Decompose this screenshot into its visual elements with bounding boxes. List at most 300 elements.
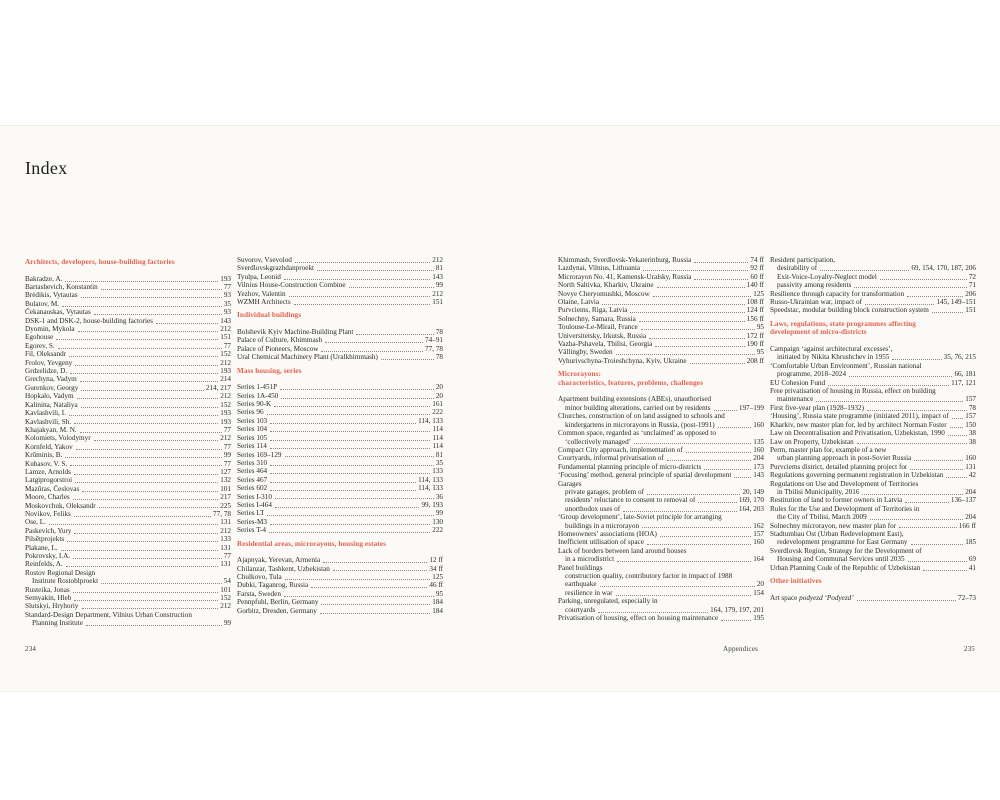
- index-entry: [770, 446, 976, 454]
- leader-dots: [275, 497, 434, 499]
- leader-dots: [311, 586, 427, 588]
- entry-page-number: 206: [965, 289, 976, 298]
- index-entry: [237, 383, 443, 391]
- entry-page-number: 20: [756, 580, 764, 589]
- index-entry: [25, 359, 231, 367]
- leader-dots: [905, 501, 949, 503]
- entry-text: residents’ reluctance to consent to removal of: [565, 496, 696, 505]
- leader-dots: [686, 451, 751, 453]
- entry-text: Series T-4: [237, 526, 266, 535]
- entry-text: earthquake: [565, 580, 597, 589]
- leader-dots: [911, 543, 964, 545]
- entry-text: Series 169–129: [237, 450, 282, 459]
- index-entry: [237, 417, 443, 425]
- leader-dots: [704, 468, 751, 470]
- index-entry: [558, 564, 764, 572]
- entry-text: Series 310: [237, 458, 268, 467]
- entry-page-number: 81: [435, 450, 443, 459]
- index-entry: [558, 273, 764, 281]
- entry-text: Rostov Regional Design: [25, 568, 96, 577]
- index-entry: [25, 485, 231, 493]
- leader-dots: [74, 515, 211, 517]
- leader-dots: [317, 269, 434, 271]
- entry-text: Lazdynai, Vilnius, Lithuania: [558, 264, 641, 273]
- index-entry: [770, 298, 976, 306]
- leader-dots: [828, 384, 949, 386]
- footer-page-number-right: 235: [963, 645, 975, 653]
- leader-dots: [908, 560, 967, 562]
- leader-dots: [862, 493, 963, 495]
- entry-page-number: 212: [220, 602, 231, 611]
- index-entry: [237, 598, 443, 606]
- index-entry: [237, 442, 443, 450]
- entry-text: Ural Chemical Machinery Plant (Uralkhimmash): [237, 353, 378, 362]
- index-entry: [770, 256, 976, 264]
- entry-text: Microrayon No. 41, Kamensk-Uralsky, Russia: [558, 272, 692, 281]
- index-entry: [237, 581, 443, 589]
- leader-dots: [74, 532, 218, 534]
- entry-page-number: 71: [968, 281, 976, 290]
- footer-section-label: Appendices: [723, 645, 759, 653]
- entry-text: Series-M3: [237, 517, 267, 526]
- entry-page-number: 95: [756, 323, 764, 332]
- entry-page-number: 225: [220, 501, 231, 510]
- leader-dots: [323, 561, 427, 563]
- entry-text: Gurenkov, Georgy: [25, 383, 79, 392]
- leader-dots: [94, 313, 222, 315]
- index-entry: [558, 446, 764, 454]
- index-entry: [237, 509, 443, 517]
- index-entry: [237, 493, 443, 501]
- leader-dots: [267, 413, 431, 415]
- entry-page-number: 140 ff: [746, 281, 764, 290]
- index-entry: [558, 438, 764, 446]
- entry-text: Series 104: [237, 425, 268, 434]
- index-entry: [558, 315, 764, 323]
- leader-dots: [865, 303, 935, 305]
- entry-page-number: 184: [432, 598, 443, 607]
- index-entry: [770, 306, 976, 314]
- index-entry: [25, 325, 231, 333]
- entry-page-number: 161: [432, 400, 443, 409]
- entry-text: Moore, Charles: [25, 493, 70, 502]
- entry-text: Chulkovo, Tula: [237, 572, 282, 581]
- leader-dots: [616, 594, 752, 596]
- entry-text: Dubki, Taganrog, Russia: [237, 581, 309, 590]
- entry-page-number: 20, 149: [742, 487, 764, 496]
- leader-dots: [630, 311, 744, 313]
- entry-text: maintenance: [777, 395, 814, 404]
- entry-page-number: 99: [435, 509, 443, 518]
- entry-text: Čekanauskas, Vytautas: [25, 308, 91, 317]
- index-entry: [558, 332, 764, 340]
- index-column-3: [558, 256, 764, 622]
- entry-text: Purvciems district, detailed planning project for: [770, 462, 908, 471]
- leader-dots: [914, 459, 963, 461]
- entry-page-number: 66, 181: [954, 370, 976, 379]
- entry-text: Kavlashvili, I.: [25, 409, 66, 418]
- index-entry: [558, 480, 764, 488]
- index-entry: [237, 459, 443, 467]
- leader-dots: [639, 320, 745, 322]
- entry-page-number: 195: [753, 614, 764, 623]
- entry-text: urban planning approach in post-Soviet Russia: [777, 454, 912, 463]
- leader-dots: [49, 523, 218, 525]
- entry-text: Perm, master plan for, example of a new: [770, 445, 887, 454]
- index-entry: [237, 256, 443, 264]
- entry-page-number: 20: [435, 391, 443, 400]
- index-entry: [558, 471, 764, 479]
- leader-dots: [284, 595, 434, 597]
- index-entry: [25, 518, 231, 526]
- entry-page-number: 131: [220, 518, 231, 527]
- leader-dots: [647, 543, 751, 545]
- leader-dots: [82, 607, 219, 609]
- leader-dots: [641, 328, 755, 330]
- entry-page-number: 77: [223, 552, 231, 560]
- leader-dots: [270, 422, 416, 424]
- entry-text: Moskovchuk, Oleksandr: [25, 501, 96, 510]
- entry-page-number: 77: [223, 442, 231, 451]
- entry-text: Pilsētprojekts: [25, 535, 65, 544]
- index-entry: [770, 555, 976, 563]
- leader-dots: [294, 303, 431, 305]
- leader-dots: [62, 305, 222, 307]
- entry-text: Grdzelidze, D.: [25, 367, 68, 376]
- entry-text: Standard-Design Department, Vilnius Urban Construction: [25, 610, 192, 619]
- leader-dots: [694, 261, 748, 263]
- entry-text: Solnechny, Samara, Russia: [558, 314, 636, 323]
- index-entry: [237, 434, 443, 442]
- entry-text: Kavlashvili, Sh.: [25, 417, 72, 426]
- entry-page-number: 77: [223, 425, 231, 434]
- entry-page-number: 157: [753, 529, 764, 538]
- page-title: Index: [25, 158, 68, 179]
- index-entry: [25, 569, 231, 577]
- leader-dots: [325, 341, 423, 343]
- entry-page-number: 46 ff: [429, 581, 443, 590]
- entry-page-number: 131: [965, 462, 976, 471]
- entry-page-number: 152: [220, 400, 231, 409]
- entry-text: ‘Group development’, late-Soviet principle for arranging: [558, 513, 722, 522]
- entry-text: Parking, unregulated, especially in: [558, 597, 658, 606]
- index-entry: [25, 552, 231, 560]
- entry-text: resilience in war: [565, 588, 613, 597]
- entry-page-number: 78: [435, 353, 443, 362]
- entry-page-number: 204: [965, 487, 976, 496]
- entry-text: Toulouse-Le-Mirail, France: [558, 323, 638, 332]
- index-entry: [770, 538, 976, 546]
- index-entry: [237, 328, 443, 336]
- entry-text: unorthodox uses of: [565, 504, 621, 513]
- entry-page-number: 160: [965, 454, 976, 463]
- index-entry: [237, 425, 443, 433]
- leader-dots: [950, 426, 964, 428]
- index-entry: [25, 426, 231, 434]
- entry-text: Reinfelds, A.: [25, 560, 63, 569]
- leader-dots: [76, 448, 222, 450]
- entry-text: Egorev, S.: [25, 341, 55, 350]
- index-entry: [558, 264, 764, 272]
- leader-dots: [70, 464, 222, 466]
- entry-text: Pennpfuhl, Berlin, Germany: [237, 598, 319, 607]
- index-entry: [237, 400, 443, 408]
- leader-dots: [907, 295, 963, 297]
- entry-page-number: 69, 154, 170, 187, 206: [911, 264, 976, 273]
- leader-dots: [356, 333, 433, 335]
- entry-text: redevelopment programme for East Germany: [777, 538, 908, 547]
- index-entry: [770, 345, 976, 353]
- entry-page-number: 145, 149–151: [936, 298, 976, 307]
- entry-text: Courtyards, informal privatisation of: [558, 454, 664, 463]
- entry-text: Kharkiv, new master plan for, led by architect Norman Foster: [770, 420, 947, 429]
- entry-text: Apartment building extensions (ABEs), unauthorised: [558, 395, 712, 404]
- leader-dots: [285, 455, 434, 457]
- entry-text: Olaine, Latvia: [558, 298, 600, 307]
- section-header: Microrayons: characteristics, features, problems, challenges: [558, 370, 703, 387]
- index-entry: [237, 451, 443, 459]
- entry-page-number: 74 ff: [750, 256, 764, 264]
- entry-page-number: 99: [223, 451, 231, 460]
- entry-text: Plakane, L.: [25, 543, 58, 552]
- leader-dots: [295, 261, 430, 263]
- index-entry: [558, 488, 764, 496]
- entry-page-number: 217: [220, 493, 231, 502]
- index-entry: [25, 392, 231, 400]
- entry-text: Yezhov, Valentin: [237, 289, 286, 298]
- leader-dots: [270, 447, 431, 449]
- entry-text: Purvciems, Riga, Latvia: [558, 306, 628, 315]
- entry-text: Series 1A-450: [237, 391, 279, 400]
- entry-text: Bolshevik Kyiv Machine-Building Plant: [237, 328, 354, 337]
- entry-text: Fundamental planning principle of micro-districts: [558, 462, 702, 471]
- entry-text: Series 105: [237, 433, 268, 442]
- entry-text: Vällingby, Sweden: [558, 348, 613, 357]
- index-entry: [558, 505, 764, 513]
- index-entry: [237, 501, 443, 509]
- leader-dots: [857, 442, 967, 444]
- leader-dots: [80, 431, 222, 433]
- index-column-4: [770, 256, 976, 602]
- entry-text: Rules for the Use and Development of Territories in: [770, 504, 920, 513]
- index-entry: [770, 505, 976, 513]
- leader-dots: [820, 269, 909, 271]
- leader-dots: [333, 569, 427, 571]
- entry-text: kindergartens in microrayons in Russia, (post-1991): [565, 420, 715, 429]
- leader-dots: [270, 489, 416, 491]
- entry-page-number: 108 ff: [746, 298, 764, 307]
- leader-dots: [274, 405, 430, 407]
- index-entry: [770, 530, 976, 538]
- entry-text: Vilnius House-Construction Combine: [237, 281, 346, 290]
- entry-text: Lamze, Arnolds: [25, 467, 71, 476]
- index-entry: [25, 560, 231, 568]
- leader-dots: [80, 380, 218, 382]
- leader-dots: [94, 439, 219, 441]
- entry-text: ‘Housing’, Russia state programme (initiated 2011), impact of: [770, 412, 949, 421]
- leader-dots: [101, 582, 222, 584]
- index-entry: [558, 256, 764, 264]
- index-entry: [237, 264, 443, 272]
- entry-text: Homeowners’ associations (HOA): [558, 529, 657, 538]
- index-entry: [237, 353, 443, 361]
- entry-text: Gorbitz, Dresden, Germany: [237, 606, 317, 615]
- entry-page-number: 35: [435, 458, 443, 467]
- entry-page-number: 81: [435, 264, 443, 273]
- entry-text: Bulatov, M.: [25, 299, 60, 308]
- leader-dots: [81, 406, 219, 408]
- leader-dots: [616, 353, 755, 355]
- entry-page-number: 214: [220, 375, 231, 384]
- entry-page-number: 69: [968, 555, 976, 564]
- entry-page-number: 36: [435, 492, 443, 501]
- entry-page-number: 125: [753, 289, 764, 298]
- index-entry: [770, 362, 976, 370]
- leader-dots: [270, 523, 430, 525]
- leader-dots: [880, 278, 967, 280]
- entry-text: Law on Property, Uzbekistan: [770, 437, 854, 446]
- entry-text: Lack of borders between land around houses: [558, 546, 687, 555]
- leader-dots: [281, 397, 433, 399]
- entry-page-number: 125: [432, 572, 443, 581]
- entry-text: Fil, Oleksandr: [25, 350, 67, 359]
- index-entry: [237, 556, 443, 564]
- leader-dots: [270, 439, 430, 441]
- entry-page-number: 164, 203: [738, 504, 764, 513]
- entry-page-number: 95: [435, 589, 443, 598]
- entry-text: Hopkalo, Vadym: [25, 392, 74, 401]
- leader-dots: [694, 278, 748, 280]
- entry-page-number: 151: [432, 298, 443, 307]
- section-header: Individual buildings: [237, 311, 302, 320]
- entry-text: Khimmash, Sverdlovsk-Yekaterinburg, Russia: [558, 256, 692, 264]
- section-header: Laws, regulations, state programmes affecting development of micro-districts: [770, 319, 916, 337]
- leader-dots: [660, 535, 751, 537]
- entry-page-number: 193: [220, 274, 231, 283]
- leader-dots: [598, 611, 708, 613]
- index-entry: [558, 513, 764, 521]
- entry-text: Series 1-451P: [237, 383, 278, 392]
- leader-dots: [321, 350, 423, 352]
- entry-page-number: 197–199: [738, 403, 764, 412]
- entry-page-number: 99: [223, 619, 231, 628]
- entry-page-number: 95: [756, 348, 764, 357]
- entry-text: Series 467: [237, 475, 268, 484]
- index-entry: [770, 353, 976, 361]
- entry-text: First five-year plan (1928–1932): [770, 403, 865, 412]
- entry-text: Latgiprogorstroi: [25, 476, 73, 485]
- index-entry: [558, 572, 764, 580]
- entry-text: passivity among residents: [777, 281, 852, 290]
- index-entry: [558, 298, 764, 306]
- entry-page-number: 184: [432, 606, 443, 615]
- leader-dots: [714, 409, 737, 411]
- entry-text: in a microdistrict: [565, 555, 615, 564]
- entry-page-number: 169, 170: [738, 496, 764, 505]
- entry-text-italic: podyezd ‘Podyezd’: [799, 593, 854, 602]
- entry-page-number: 208 ff: [746, 356, 764, 365]
- entry-text: Series 96: [237, 408, 264, 417]
- entry-page-number: 185: [965, 538, 976, 547]
- entry-text: Mazūras, Česlovas: [25, 484, 80, 493]
- entry-text: Exit-Voice-Loyalty-Neglect model: [777, 272, 877, 281]
- index-entry: [770, 370, 976, 378]
- entry-text: Sverdlovskgrazhdanproekt: [237, 264, 315, 273]
- index-entry: [558, 555, 764, 563]
- index-entry: [770, 594, 976, 602]
- index-entry: [237, 392, 443, 400]
- leader-dots: [320, 612, 430, 614]
- entry-page-number: 127: [220, 467, 231, 476]
- leader-dots: [280, 388, 434, 390]
- entry-page-number: 212: [432, 256, 443, 264]
- index-entry: [558, 281, 764, 289]
- entry-page-number: 150: [965, 420, 976, 429]
- index-entry: [25, 443, 231, 451]
- leader-dots: [58, 347, 222, 349]
- leader-dots: [946, 476, 966, 478]
- entry-page-number: 131: [220, 543, 231, 552]
- leader-dots: [600, 585, 755, 587]
- entry-text: Kalinina, Nataliya: [25, 400, 78, 409]
- entry-page-number: 143: [753, 471, 764, 480]
- entry-text: Tyulpa, Leonid: [237, 272, 281, 281]
- entry-page-number: 172 ff: [746, 331, 764, 340]
- entry-text: programme, 2018–2024: [777, 370, 847, 379]
- entry-page-number: 151: [965, 306, 976, 315]
- index-entry: [237, 281, 443, 289]
- entry-page-number: 42: [968, 471, 976, 480]
- leader-dots: [718, 426, 752, 428]
- index-entry: [25, 367, 231, 375]
- entry-page-number: 114: [432, 433, 443, 442]
- index-entry: [770, 395, 976, 403]
- entry-page-number: 193: [220, 367, 231, 376]
- index-entry: [237, 565, 443, 573]
- entry-page-number: 173: [753, 462, 764, 471]
- entry-page-number: 101: [220, 585, 231, 594]
- entry-text: desirability of: [777, 264, 818, 273]
- index-entry: [558, 463, 764, 471]
- entry-page-number: 212: [220, 526, 231, 535]
- entry-page-number: 60 ff: [750, 272, 764, 281]
- entry-text: Vyhurivschyna-Troieshchyna, Kyiv, Ukraine: [558, 356, 687, 365]
- index-entry: [770, 387, 976, 395]
- entry-text: Egohouse: [25, 333, 54, 342]
- entry-text: EU Cohesion Fund: [770, 378, 826, 387]
- index-entry: [770, 454, 976, 462]
- entry-page-number: 212: [432, 289, 443, 298]
- entry-text: initiated by Nikita Khrushchev in 1955: [777, 353, 890, 362]
- section-header: Mass housing, series: [237, 366, 302, 375]
- leader-dots: [952, 417, 963, 419]
- entry-text: Farsta, Sweden: [237, 589, 281, 598]
- entry-text: Resident participation,: [770, 256, 836, 264]
- entry-text: Regulations on Use and Development of Territories: [770, 479, 919, 488]
- index-entry: [25, 602, 231, 610]
- leader-dots: [667, 459, 751, 461]
- leader-dots: [734, 476, 751, 478]
- entry-page-number: 143: [220, 316, 231, 325]
- entry-page-number: 156 ff: [746, 314, 764, 323]
- entry-text: Ose, L.: [25, 518, 46, 527]
- leader-dots: [690, 362, 745, 364]
- index-entry: [558, 340, 764, 348]
- entry-text: Chilanzar, Tashkent, Uzbekistan: [237, 564, 330, 573]
- leader-dots: [857, 599, 956, 601]
- entry-text: Palace of Pioneers, Moscow: [237, 344, 319, 353]
- entry-page-number: 114: [432, 442, 443, 451]
